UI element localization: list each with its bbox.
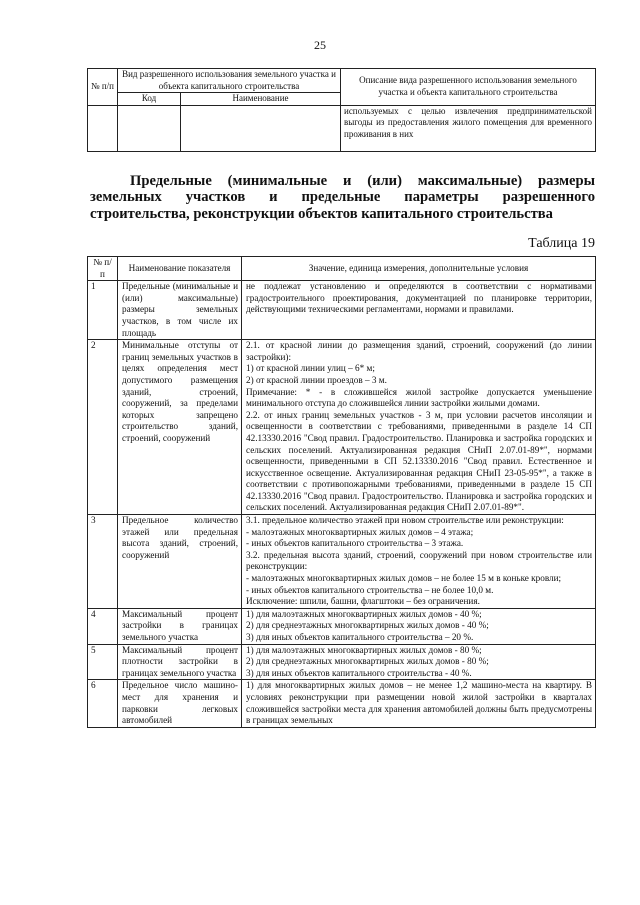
value-line: - малоэтажных многоквартирных жилых домов – 4 этажа; bbox=[246, 526, 474, 537]
value-line: - иных объектов капитального строительства – 3 этажа. bbox=[246, 538, 464, 549]
value-line: 2.1. от красной линии до размещения зданий, строений, сооружений (до линии застройки): bbox=[246, 340, 592, 362]
table-19 bbox=[87, 256, 596, 728]
value-line: 1) для многоквартирных жилых домов – не менее 1,2 машино-места на квартиру. В условиях реконструкции при размещении новой жилой застройки в кварталах сложившейся застройки места для хранения автомобилей должны быть предусмотрены в границах земельных bbox=[246, 680, 592, 726]
header-name: Наименование bbox=[181, 93, 341, 106]
header-num: № п/п bbox=[88, 257, 118, 281]
value-line: 2) для среднеэтажных многоквартирных жилых домов - 40 %; bbox=[246, 620, 489, 631]
header-num: № п/п bbox=[88, 69, 118, 106]
value-line: 3) для иных объектов капитального строительства - 40 %. bbox=[246, 667, 472, 678]
table-row bbox=[88, 281, 596, 340]
table-row bbox=[88, 680, 596, 727]
row-indicator: Минимальные отступы от границ земельных участков в целях определения мест допустимого размещения зданий, строений, сооружений, за пределами которых запрещено строительство зданий, строений, сооружений bbox=[118, 340, 242, 515]
row-num: 4 bbox=[88, 608, 118, 644]
value-line: 1) для малоэтажных многоквартирных жилых домов - 80 %; bbox=[246, 644, 482, 655]
row-indicator: Максимальный процент застройки в границах земельного участка bbox=[118, 608, 242, 644]
table-label: Таблица 19 bbox=[528, 236, 595, 251]
row-value bbox=[242, 515, 596, 609]
table-row bbox=[88, 608, 596, 644]
land-use-table-continuation bbox=[87, 68, 596, 152]
value-line: 3.2. предельная высота зданий, строений, сооружений при новом строительстве или реконструкции: bbox=[246, 549, 592, 572]
cell-description: используемых с целью извлечения предпринимательской выгоды из предоставления жилого помещения для временного проживания в них bbox=[341, 105, 596, 151]
value-line: - иных объектов капитального строительства – не более 10,0 м. bbox=[246, 584, 494, 595]
cell-num bbox=[88, 105, 118, 151]
header-type-group: Вид разрешенного использования земельного участка и объекта капитального строительства bbox=[118, 69, 341, 93]
header-description: Описание вида разрешенного использования земельного участка и объекта капитального строительства bbox=[341, 69, 596, 106]
page-number: 25 bbox=[314, 38, 326, 52]
cell-name bbox=[181, 105, 341, 151]
value-line: - малоэтажных многоквартирных жилых домов – не более 15 м в коньке кровли; bbox=[246, 573, 562, 584]
value-line: Примечание: * - в сложившейся жилой застройке допускается уменьшение минимального отступа до сложившейся линии застройки жилыми домами. bbox=[246, 386, 592, 409]
row-value bbox=[242, 281, 596, 340]
row-value bbox=[242, 340, 596, 515]
table-row bbox=[88, 105, 596, 151]
value-line: 1) от красной линии улиц – 6* м; bbox=[246, 363, 375, 374]
table-row bbox=[88, 340, 596, 515]
value-line: 3.1. предельное количество этажей при новом строительстве или реконструкции: bbox=[246, 515, 564, 526]
table-row bbox=[88, 644, 596, 680]
row-value bbox=[242, 680, 596, 727]
value-line: 2.2. от иных границ земельных участков - 3 м, при условии расчетов инсоляции и освещенности в соответствии с требованиями, приведенными в разделе 14 СП 42.13330.2016 "Свод правил. Градостроительство. Планировка и застройка городских и сельских поселений. Актуализированная редакция СНиП 2.07.01-89*", нормами освещенности, приведенными в СП 52.13330.2016 "Свод правил. Естественное и искусственное освещение. Актуализированная редакция СНиП 23-05-95*", а также в соответствии с противопожарными требованиями, приведенными в разделе 15 СП 42.13330.2016 "Свод правил. Градостроительство. Планировка и застройка городских и сельских поселений. Актуализированная редакция СНиП 2.07.01-89*". bbox=[246, 409, 592, 513]
value-line: 3) для иных объектов капитального строительства – 20 %. bbox=[246, 632, 474, 642]
table-row bbox=[88, 515, 596, 609]
row-num: 6 bbox=[88, 680, 118, 727]
row-num: 5 bbox=[88, 644, 118, 680]
row-num: 1 bbox=[88, 281, 118, 340]
value-line: 2) от красной линии проездов – 3 м. bbox=[246, 374, 387, 385]
header-code: Код bbox=[118, 93, 181, 106]
table-header-row bbox=[88, 69, 596, 93]
cell-code bbox=[118, 105, 181, 151]
value-line: Исключение: шпили, башни, флагштоки – без ограничения. bbox=[246, 596, 480, 607]
row-indicator: Предельные (минимальные и (или) максимальные) размеры земельных участков, в том числе их площадь bbox=[118, 281, 242, 340]
value-line: 1) для малоэтажных многоквартирных жилых домов - 40 %; bbox=[246, 608, 482, 619]
row-num: 3 bbox=[88, 515, 118, 609]
header-indicator: Наименование показателя bbox=[118, 257, 242, 281]
row-num: 2 bbox=[88, 340, 118, 515]
section-heading: Предельные (минимальные и (или) максимальные) размеры земельных участков и предельные параметры разрешенного строительства, реконструкции объектов капитального строительства bbox=[90, 173, 595, 222]
value-line: 2) для среднеэтажных многоквартирных жилых домов - 80 %; bbox=[246, 656, 489, 667]
row-value bbox=[242, 608, 596, 644]
row-indicator: Предельное число машино-мест для хранения и парковки легковых автомобилей bbox=[118, 680, 242, 727]
row-indicator: Максимальный процент плотности застройки в границах земельного участка bbox=[118, 644, 242, 680]
header-value: Значение, единица измерения, дополнительные условия bbox=[242, 257, 596, 281]
value-line: не подлежат установлению и определяются в соответствии с нормативами градостроительного проектирования, документацией по планировке территории, действующими техническими регламентами, нормами и правилами. bbox=[246, 281, 592, 315]
table-header-row bbox=[88, 257, 596, 281]
row-value bbox=[242, 644, 596, 680]
row-indicator: Предельное количество этажей или предельная высота зданий, строений, сооружений bbox=[118, 515, 242, 609]
